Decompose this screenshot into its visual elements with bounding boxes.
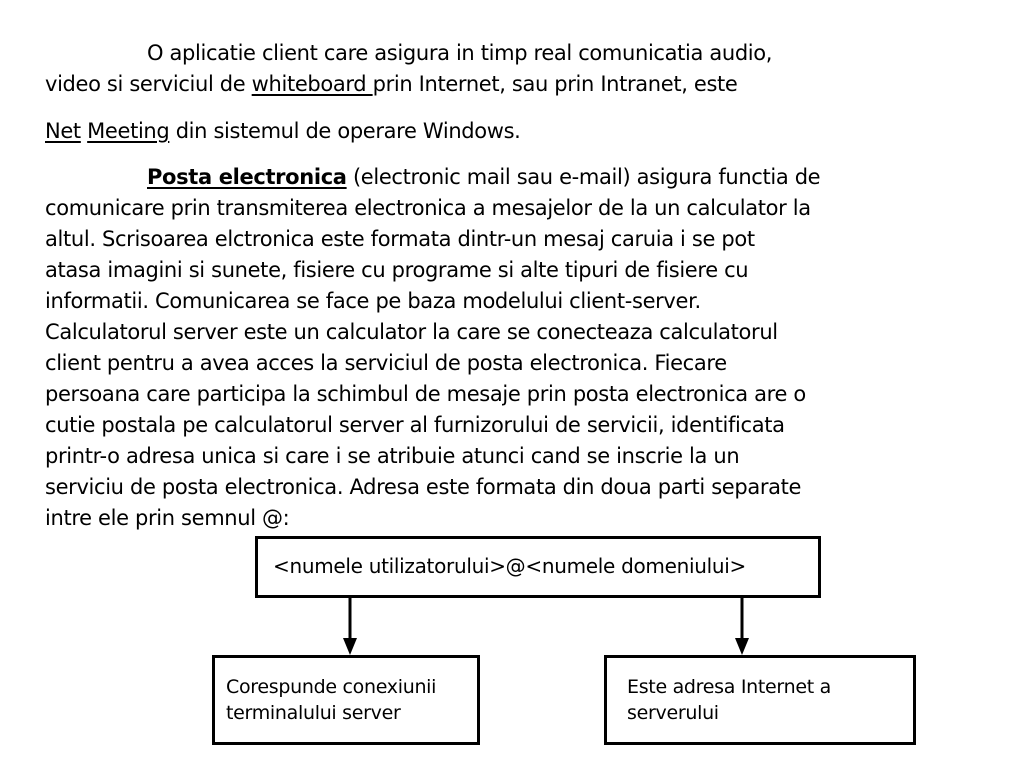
email-line: printr-o adresa unica si care i se atribuie atunci cand se inscrie la un xyxy=(45,444,740,468)
meeting-term: Meeting xyxy=(87,119,170,143)
intro-text: video si serviciul de xyxy=(45,72,252,96)
intro-paragraph xyxy=(45,38,980,100)
username-explanation-line-1: Corespunde conexiunii xyxy=(226,676,437,698)
net-term: Net xyxy=(45,119,81,143)
netmeeting-paragraph xyxy=(45,116,980,147)
email-paragraph xyxy=(45,162,980,534)
email-line: comunicare prin transmiterea electronica a mesajelor de la un calculator la xyxy=(45,196,811,220)
email-address-format-box xyxy=(255,536,821,598)
domain-explanation-box xyxy=(604,655,916,745)
username-explanation-box xyxy=(212,655,480,745)
netmeeting-text: din sistemul de operare Windows. xyxy=(169,119,521,143)
right-arrow-head xyxy=(735,638,749,655)
domain-explanation-line-1: Este adresa Internet a xyxy=(627,676,831,698)
domain-explanation-line-2: serverului xyxy=(627,702,719,724)
email-line: client pentru a avea acces la serviciul de posta electronica. Fiecare xyxy=(45,351,727,375)
intro-line-1: O aplicatie client care asigura in timp real comunicatia audio, xyxy=(147,41,773,65)
whiteboard-term: whiteboard xyxy=(251,72,373,96)
email-heading: Posta electronica xyxy=(147,165,347,189)
email-address-format: <numele utilizatorului>@<numele domeniului> xyxy=(273,554,746,578)
email-line: serviciu de posta electronica. Adresa este formata din doua parti separate xyxy=(45,475,802,499)
intro-text: prin Internet, sau prin Intranet, este xyxy=(372,72,738,96)
intro-line-2 xyxy=(45,69,980,100)
username-explanation-line-2: terminalului server xyxy=(226,702,401,724)
email-line-1 xyxy=(45,162,980,193)
email-line: intre ele prin semnul @: xyxy=(45,506,290,530)
left-arrow-head xyxy=(343,638,357,655)
netmeeting-line xyxy=(45,116,980,147)
email-text: (electronic mail sau e-mail) asigura functia de xyxy=(346,165,821,189)
email-line: Calculatorul server este un calculator la care se conecteaza calculatorul xyxy=(45,320,778,344)
email-line: persoana care participa la schimbul de mesaje prin posta electronica are o xyxy=(45,382,806,406)
email-line: altul. Scrisoarea elctronica este formata dintr-un mesaj caruia i se pot xyxy=(45,227,755,251)
email-line: atasa imagini si sunete, fisiere cu programe si alte tipuri de fisiere cu xyxy=(45,258,749,282)
email-line: cutie postala pe calculatorul server al furnizorului de servicii, identificata xyxy=(45,413,785,437)
email-line: informatii. Comunicarea se face pe baza modelului client-server. xyxy=(45,289,701,313)
